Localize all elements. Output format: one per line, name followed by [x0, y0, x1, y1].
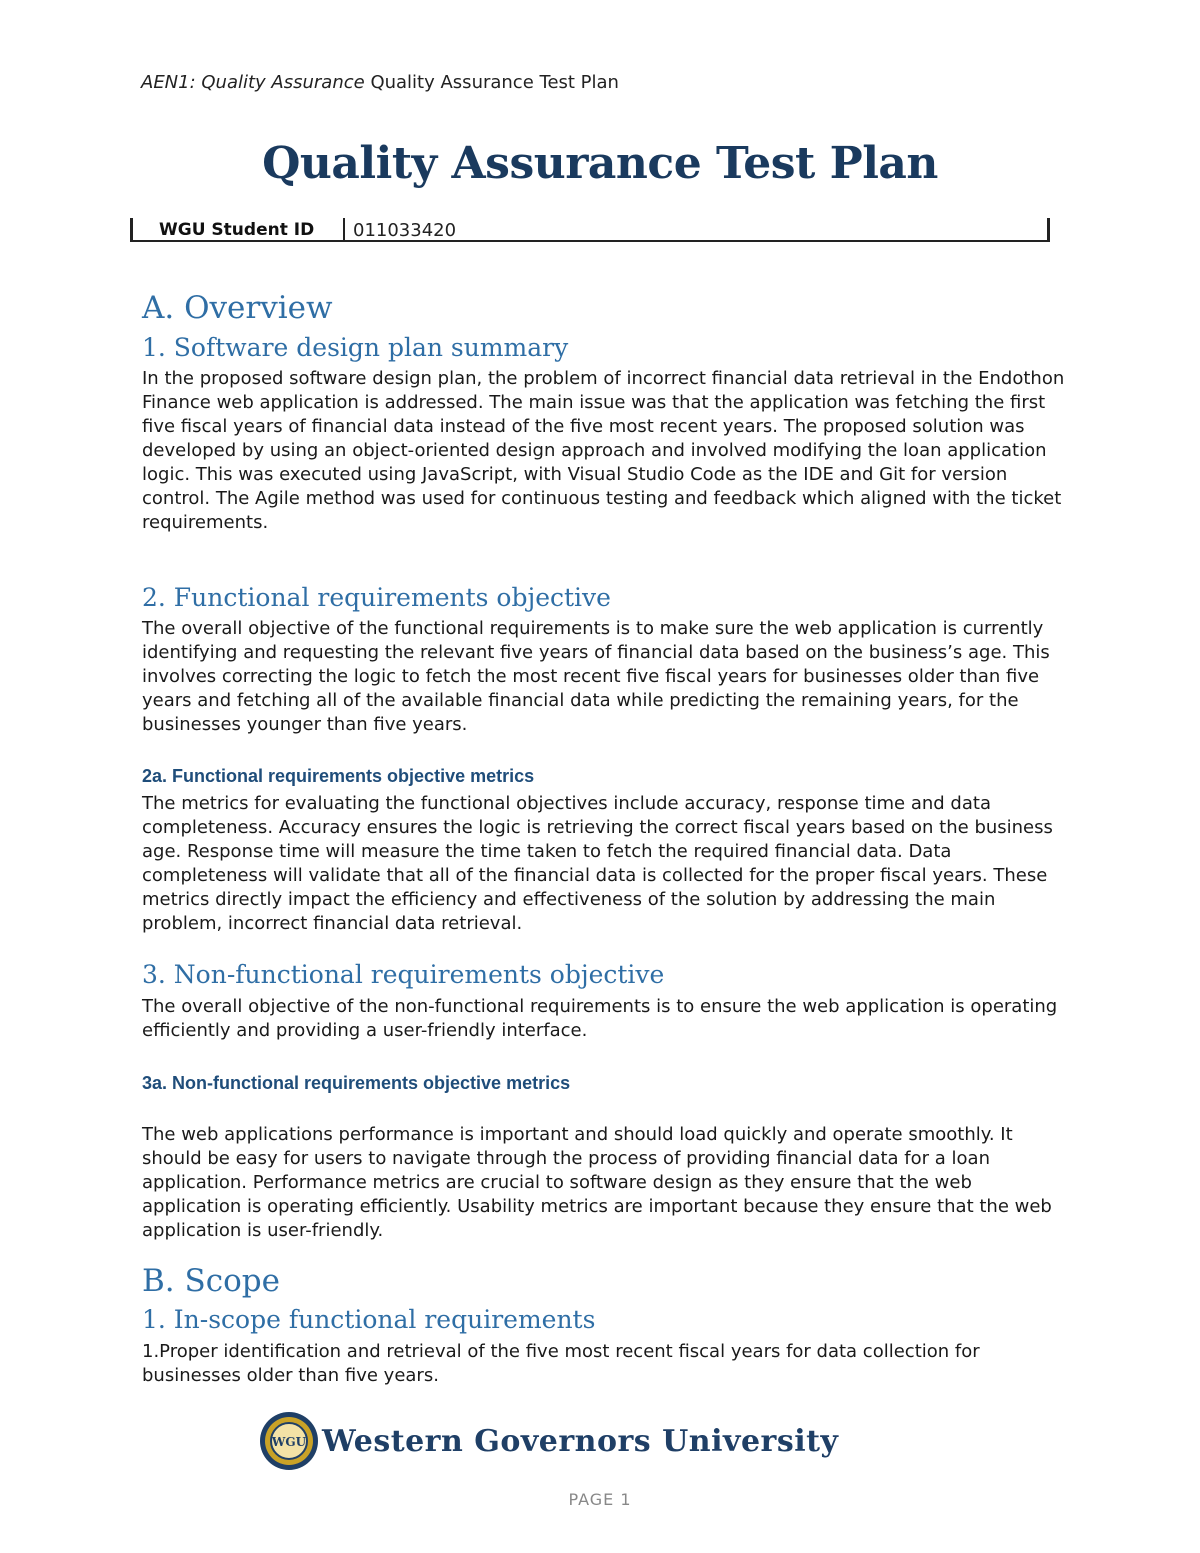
section-b1-body: 1.Proper identification and retrieval of the five most recent fiscal years for data collection for businesses older than five years.	[142, 1341, 980, 1386]
table-divider	[343, 218, 345, 240]
header-doc-title: Quality Assurance Test Plan	[370, 72, 619, 93]
running-header	[141, 72, 619, 93]
document-title: Quality Assurance Test Plan	[262, 138, 938, 189]
section-a3-body: The overall objective of the non-functional requirements is to ensure the web application is operating efficiently and providing a user-friendly interface.	[142, 996, 1058, 1041]
section-a-heading: A. Overview	[142, 290, 333, 326]
section-a1-heading: 1. Software design plan summary	[142, 333, 569, 362]
section-a2a-heading: 2a. Functional requirements objective metrics	[142, 766, 535, 786]
seal-monogram: WGU	[271, 1435, 307, 1449]
student-id-value: 011033420	[353, 220, 457, 241]
section-a1-body: In the proposed software design plan, the problem of incorrect financial data retrieval in the Endothon Finance web application is addressed. The main issue was that the application was fetching the first five fiscal years of financial data instead of the five most recent years. The proposed solution was developed by using an object-oriented design approach and involved modifying the loan application logic. This was executed using JavaScript, with Visual Studio Code as the IDE and Git for version control. The Agile method was used for continuous testing and feedback which aligned with the ticket requirements.	[142, 368, 1065, 533]
university-wordmark: Western Governors University	[322, 1424, 839, 1459]
section-a3a-body: The web applications performance is important and should load quickly and operate smoothly. It should be easy for users to navigate through the process of providing financial data for a loan application. Performance metrics are crucial to software design as they ensure that the web application is operating efficiently. Usability metrics are important because they ensure that the web application is user-friendly.	[142, 1124, 1052, 1241]
section-a3a-heading: 3a. Non-functional requirements objective metrics	[142, 1073, 571, 1093]
wgu-logo	[258, 1410, 908, 1472]
course-name: AEN1: Quality Assurance	[141, 72, 365, 93]
page-number: PAGE 1	[568, 1490, 632, 1509]
section-a2-heading: 2. Functional requirements objective	[142, 583, 611, 612]
student-id-table	[130, 218, 1050, 242]
section-b1-heading: 1. In-scope functional requirements	[142, 1305, 596, 1334]
section-a3-heading: 3. Non-functional requirements objective	[142, 960, 665, 989]
section-b-heading: B. Scope	[142, 1263, 280, 1299]
wgu-seal-icon	[258, 1410, 320, 1472]
section-a2a-body: The metrics for evaluating the functional objectives include accuracy, response time and data completeness. Accuracy ensures the logic is retrieving the correct fiscal years based on the business age. Response time will measure the time taken to fetch the required financial data. Data completeness will validate that all of the financial data is collected for the proper fiscal years. These metrics directly impact the efficiency and effectiveness of the solution by addressing the main problem, incorrect financial data retrieval.	[142, 793, 1053, 934]
section-a2-body: The overall objective of the functional requirements is to make sure the web application is currently identifying and requesting the relevant five years of financial data based on the business’s age. This involves correcting the logic to fetch the most recent five fiscal years for businesses older than five years and fetching all of the available financial data while predicting the remaining years, for the businesses younger than five years.	[142, 618, 1050, 735]
student-id-label: WGU Student ID	[159, 220, 315, 240]
